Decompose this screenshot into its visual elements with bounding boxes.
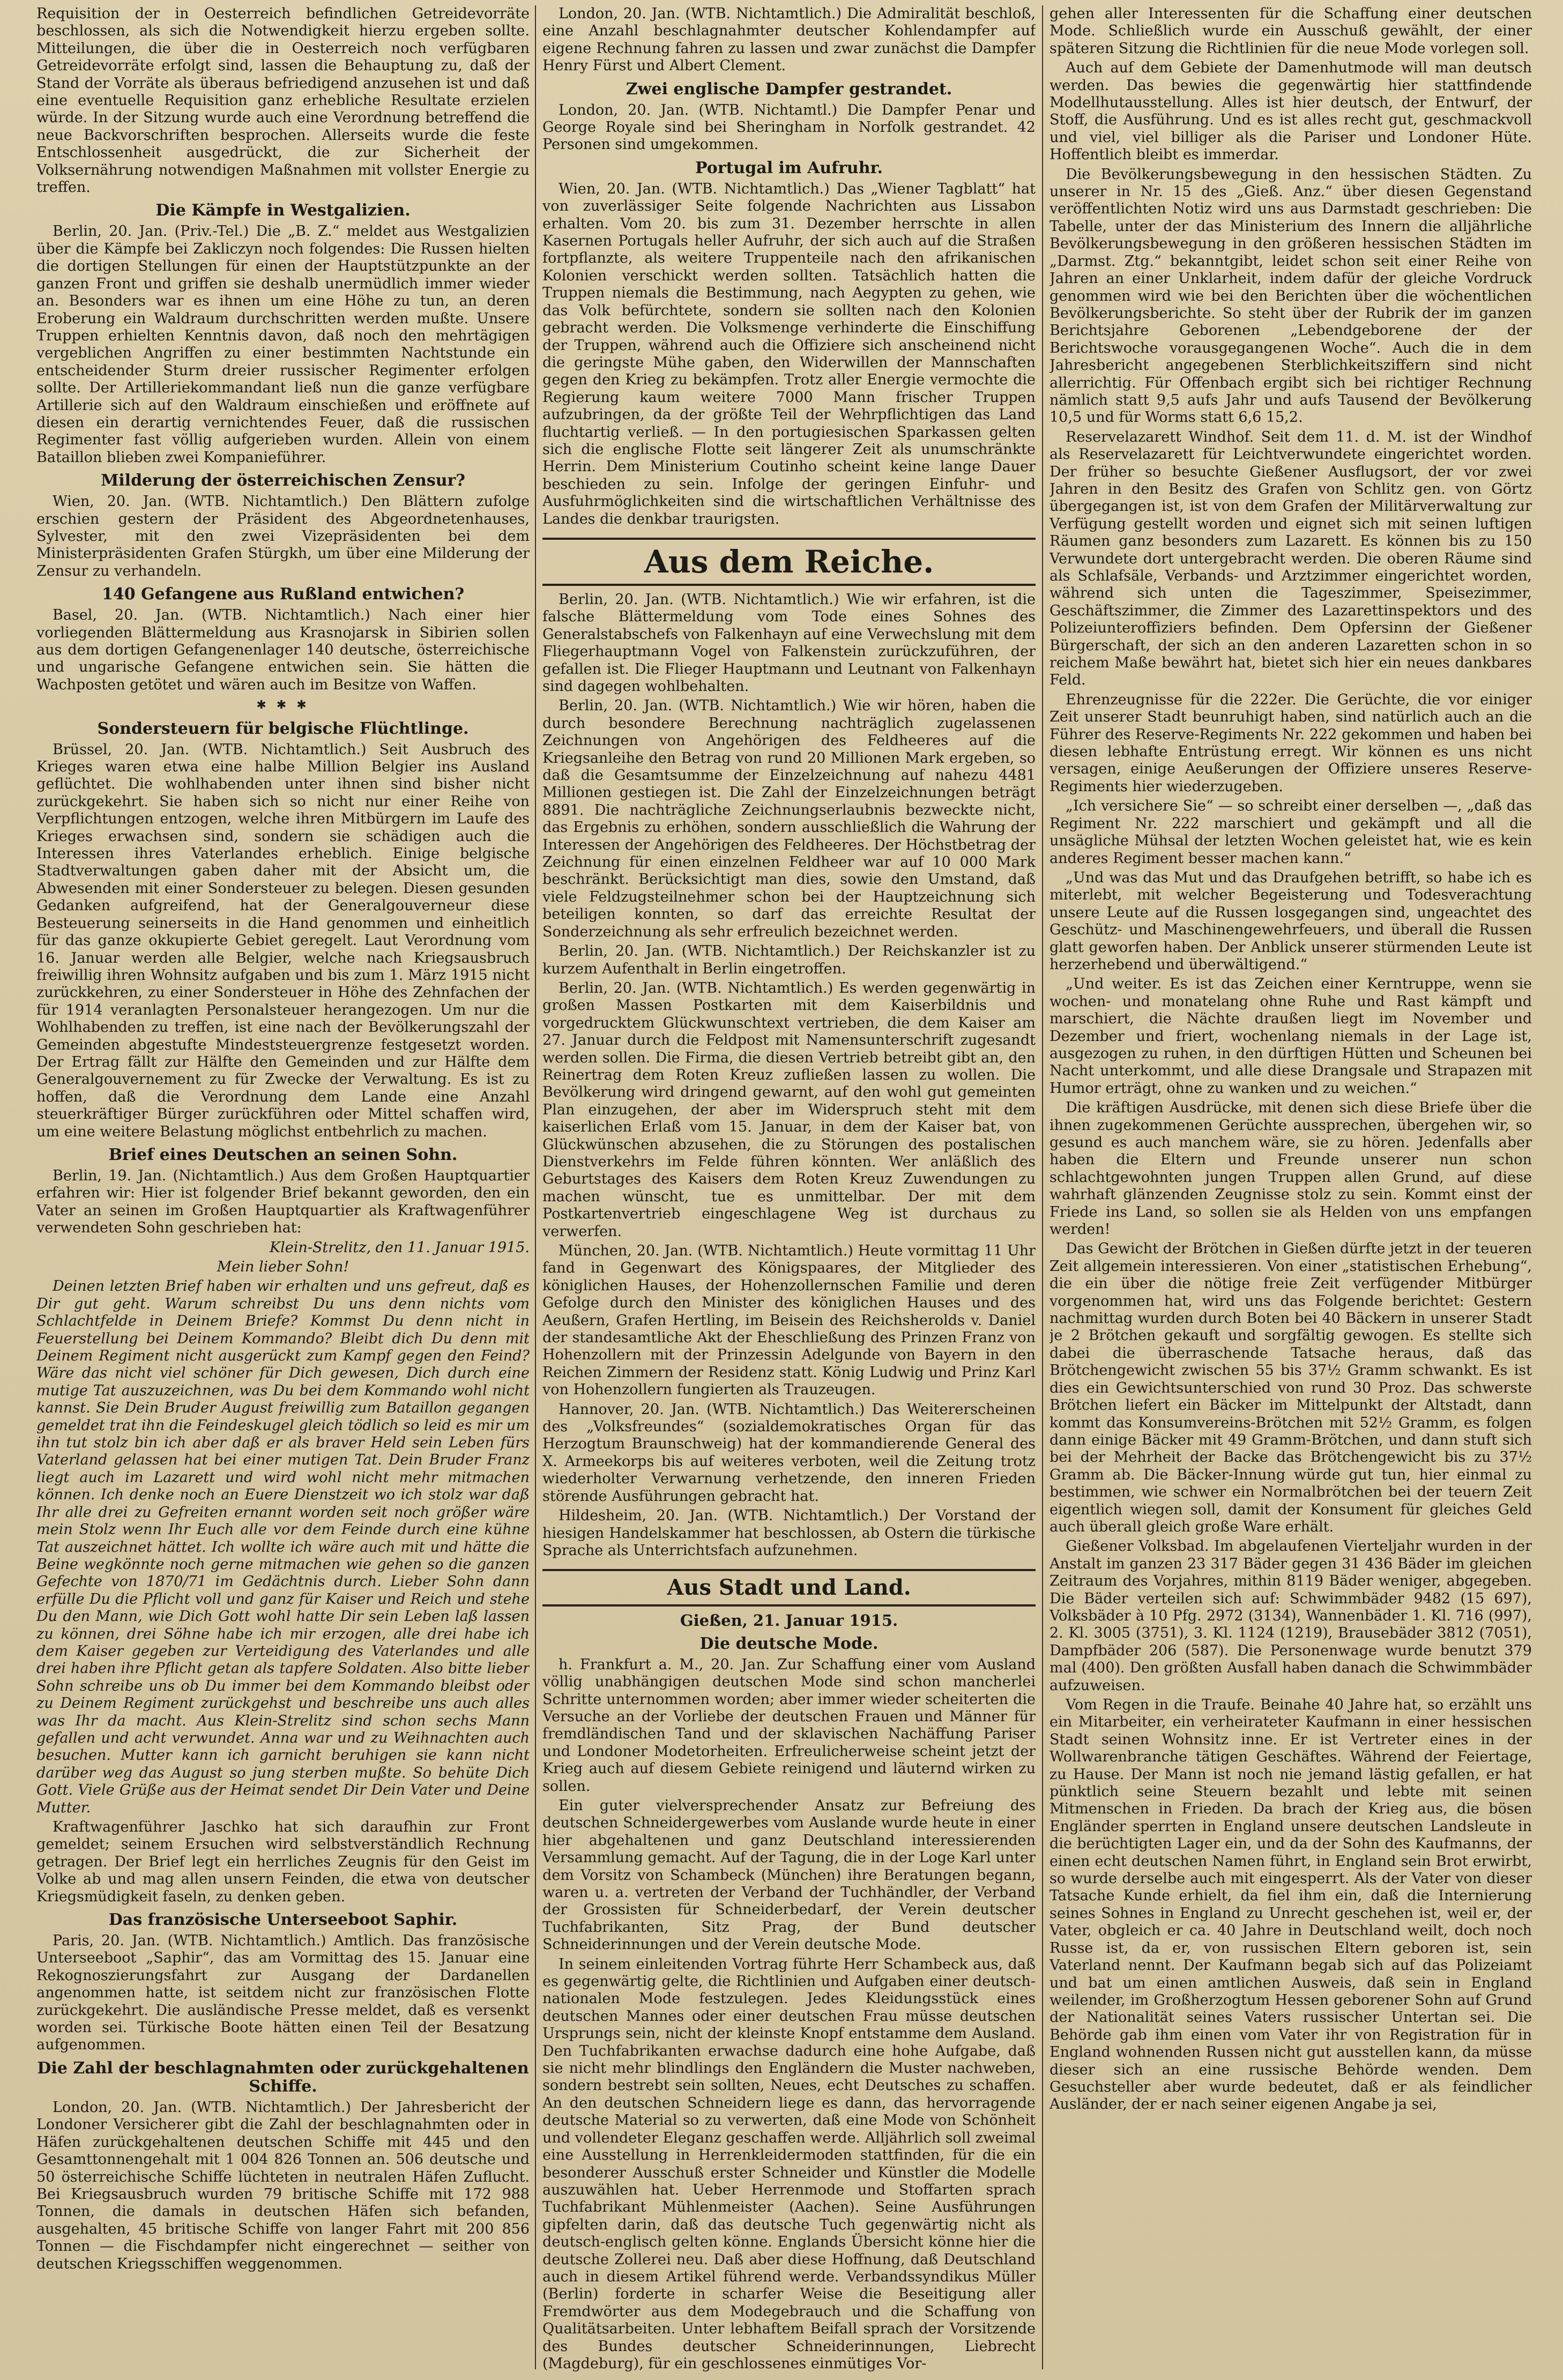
- column-3: [1050, 5, 1532, 2375]
- article-text: Berlin, 20. Jan. (Priv.-Tel.) Die „B. Z.“ meldet aus Westgalizien über die Kämpfe bei Zakliczyn noch folgendes: Die Russen hielten die dortigen Stellungen für einen der Hauptstützpunkte an der ganzen Front und griffen sie deshalb unermüdlich immer wieder an. Besonders war es ihnen um eine Höhe zu tun, an deren Eroberung ein Waldraum durchschritten werden mußte. Unsere Truppen erhielten Kenntnis davon, daß noch den mehrtägigen vergeblichen Angriffen zu einer bestimmten Nachtstunde ein entscheidender Sturm dreier russischer Regimenter erfolgen sollte. Der Artilleriekommandant ließ nun die ganze verfügbare Artillerie sich auf den Waldraum einschießen und eröffnete auf diesen ein derartig vernichtendes Feuer, daß die russischen Regimenter fast völlig aufgerieben wurden. Allein von einem Bataillon blieben zwei Kompanieführer.: [36, 223, 530, 466]
- article-text: Reservelazarett Windhof. Seit dem 11. d. M. ist der Windhof als Reservelazarett für Leichtverwundete eingerichtet worden. Der früher so besuchte Gießener Ausflugsort, der vor zwei Jahren in den Besitz des Grafen von Schlitz gen. von Görtz übergegangen ist, ist von dem Grafen der Militärverwaltung zur Verfügung gestellt worden und eignet sich mit seinen luftigen Räumen ganz besonders zum Lazarett. Es können bis zu 150 Verwundete dort untergebracht werden. Die oberen Räume sind als Schlafsäle, Verbands- und Arztzimmer eingerichtet worden, während sich unten die Tageszimmer, Speisezimmer, Geschäftszimmer, die Zimmer des Lazarettinspektors und des Polizeiunteroffiziers befinden. Dem Opfersinn der Gießener Bürgerschaft, der sich an den anderen Lazaretten schon in so reichem Maße bewährt hat, bietet sich hier ein neues dankbares Feld.: [1050, 428, 1532, 689]
- letter-salutation: Mein lieber Sohn!: [217, 1259, 349, 1275]
- article-text: Kraftwagenführer Jaschko hat sich daraufhin zur Front gemeldet; seinem Ersuchen wird selbstverständlich Rechnung getragen. Der Brief legt ein herrliches Zeugnis für den Geist im Volke ab und mag allen unsern Feinden, die etwa von deutscher Kriegsmüdigkeit faseln, zu denken geben.: [36, 1819, 530, 1905]
- article-text: Vom Regen in die Traufe. Beinahe 40 Jahre hat, so erzählt uns ein Mitarbeiter, ein verheirateter Kaufmann in einer hessischen Stadt seinen Wohnsitz inne. Er ist Vertreter eines in der Wollwarenbranche tätigen Geschäftes. Während der Feiertage, zu Hause. Der Mann ist noch nie jemand lästig gefallen, er hat pünktlich seine Steuern bezahlt und lebte mit seinen Mitmenschen in Frieden. Da brach der Krieg aus, die bösen Engländer sperrten in England unsere deutschen Landsleute in die berüchtigten Lager ein, und da der Sohn des Kaufmanns, der einen echt deutschen Namen führt, in England sein Brot erwirbt, so wurde derselbe auch mit eingesperrt. Als der Vater von dieser Tatsache Kunde erhielt, da fiel ihm ein, daß die Internierung seines Sohnes in England zu Unrecht geschehen ist, weil er, der Vater, obgleich er ca. 40 Jahre in Deutschland weilt, doch noch Russe ist, da er, von russischen Eltern geboren ist, sein Vaterland nennt. Der Kaufmann begab sich auf das Polizeiamt und bat um einen amtlichen Ausweis, daß sein in England weilender, im Großherzogtum Hessen geborener Sohn auf Grund der Nationalität seines Vaters russischer Untertan sei. Die Behörde gab ihm einen vom Vater ihr von Registration für in England wohnenden Russen nicht gut ausstellen kann, da müsse dieser sich an eine russische Behörde wenden. Dem Gesuchsteller aber wurde bedeutet, daß er als feindlicher Ausländer, der er nach seiner eigenen Angabe ja sei,: [1050, 1697, 1532, 2113]
- column-rule: [1042, 5, 1043, 2369]
- article-text: Berlin, 20. Jan. (WTB. Nichtamtlich.) Wie wir erfahren, ist die falsche Blättermeldung vom Tode eines Sohnes des Generalstabschefs von Falkenhayn auf eine Verwechslung mit dem Fliegerhauptmann Vogel von Falkenstein zurückzuführen, der gefallen ist. Die Flieger Hauptmann und Leutnant von Falkenhayn sind dagegen wohlbehalten.: [542, 591, 1036, 695]
- article-text: Berlin, 20. Jan. (WTB. Nichtamtlich.) Der Reichskanzler ist zu kurzem Aufenthalt in Berlin eingetroffen.: [542, 943, 1036, 977]
- headline-kaempfe-westgalizien: Die Kämpfe in Westgalizien.: [155, 201, 411, 220]
- section-banner-stadt-land: [542, 1569, 1036, 1606]
- intro-text: Requisition der in Oesterreich befindlichen Getreidevorräte beschlossen, als sich die Notwendigkeit hierzu ergeben sollte. Mitteilungen, die über die in Oesterreich noch verfügbaren Getreidevorräte erfolgt sind, lassen die Behauptung zu, daß der Stand der Vorräte als überaus befriedigend anzusehen ist und daß eine eventuelle Requisition ganz erhebliche Resultate erzielen würde. In der Sitzung wurde auch eine Verordnung betreffend die neue Backvorschriften besprochen. Allerseits wurde die feste Entschlossenheit ausgedrückt, die zur Sicherheit der Volksernährung notwendigen Maßnahmen mit vollster Energie zu treffen.: [36, 5, 530, 196]
- article-text: London, 20. Jan. (WTB. Nichtamtl.) Die Dampfer Penar und George Royale sind bei Sheringham in Norfolk gestrandet. 42 Personen sind umgekommen.: [542, 101, 1036, 153]
- headline-zensur: Milderung der österreichischen Zensur?: [101, 471, 465, 490]
- letter-body: Deinen letzten Brief haben wir erhalten und uns gefreut, daß es Dir gut geht. Warum schreibst Du uns denn nichts vom Schlachtfelde in Deinem Briefe? Kommst Du denn nicht in Feuerstellung bei Deinem Kommando? Bleibt dich Du denn mit Deinem Regiment nicht ausgerückt zum Kampf gegen den Feind? Wäre das nicht viel schöner für Dich gewesen, Dich durch eine mutige Tat auszuzeichnen, was Du bei dem Kommando wohl nicht kannst. Sie Dein Bruder August freiwillig zum Bataillon gegangen gemeldet trat ihn die Feindeskugel gleich tödlich so leid es mir um ihn tut stolz bin ich aber daß er als braver Held sein Leben fürs Vaterland gelassen hat bei einer mutigen Tat. Dein Bruder Franz liegt auch im Lazarett und wird wohl nicht mehr mitmachen können. Ich denke noch an Euere Dienstzeit wo ich stolz war daß Ihr alle drei zu Gefreiten ernannt worden seit noch größer wäre mein Stolz wenn Ihr Euch alle vor dem Feinde durch eine kühne Tat auszeichnet hättet. Ich wollte ich wäre auch mit und hätte die Beine wegkönnte noch gerne mitmachen wie gehen so die ganzen Gefechte von 1870/71 im Gedächtnis durch. Lieber Sohn dann erfülle Du die Pflicht voll und ganz für Kaiser und Reich und stehe Du den Mann, wie Dich Gott wohl hatte Dir sein Leben laß lassen zu können, drei Söhne habe ich mir erzogen, alle drei habe ich dem Kaiser gegeben zur Verteidigung des Vaterlandes und alle drei haben ihre Pflicht getan als tapfere Soldaten. Also bitte lieber Sohn schreibe uns ob Du immer bei dem Kommando bleibst oder zu Deinem Regiment zurückgehst und beschreibe uns auch alles was Ihr da macht. Aus Klein-Strelitz sind schon sechs Mann gefallen und acht verwundet. Anna war und zu Weihnachten auch besuchen. Mutter kann ich garnicht beruhigen sie kann nicht darüber weg das August so jung sterben mußte. So behüte Dich Gott. Viele Grüße aus der Heimat sendet Dir Dein Vater und Deine Mutter.: [36, 1278, 530, 1816]
- headline-gefangene: 140 Gefangene aus Rußland entwichen?: [101, 585, 465, 604]
- article-text: Berlin, 19. Jan. (Nichtamtlich.) Aus dem Großen Hauptquartier erfahren wir: Hier ist folgender Brief bekannt geworden, den ein Vater an seinen im Großen Hauptquartier als Kraftwagenführer verwendeten Sohn geschrieben hat:: [36, 1167, 530, 1237]
- article-text: Wien, 20. Jan. (WTB. Nichtamtlich.) Das „Wiener Tagblatt“ hat von zuverlässiger Seite folgende Nachrichten aus Lissabon erhalten. Vom 20. bis zum 31. Dezember herrschte in allen Kasernen Portugals heller Aufruhr, der sich auch auf die Straßen fortpflanzte, als weitere Truppenteile nach den afrikanischen Kolonien verschickt werden sollten. Tatsächlich hatten die Truppen niemals die Bestimmung, nach Aegypten zu gehen, wie das Volk befürchtete, sondern sie sollten nach den Kolonien gebracht werden. Die Volksmenge verhinderte die Einschiffung der Truppen, während auch die Offiziere sich anscheinend nicht die geringste Mühe gaben, den Widerwillen der Mannschaften gegen den Krieg zu bekämpfen. Trotz aller Energie vermochte die Regierung kaum weitere 7000 Mann frischer Truppen aufzubringen, da der größte Teil der Wehrpflichtigen das Land fluchtartig verließ. — In den portugiesischen Sparkassen gelten sich die englische Flotte seit längerer Zeit als unumschränkte Herrin. Dem Ministerium Coutinho scheint keine lange Dauer beschieden zu sein. Infolge der geringen Einfuhr- und Ausfuhrmöglichkeiten sind die wirtschaftlichen Verhältnisse des Landes die denkbar traurigsten.: [542, 180, 1036, 527]
- article-text: gehen aller Interessenten für die Schaffung einer deutschen Mode. Schließlich wurde ein Ausschuß gewählt, der einer späteren Sitzung die Richtlinien für die neue Mode vorlegen soll.: [1050, 5, 1532, 57]
- article-text: Hildesheim, 20. Jan. (WTB. Nichtamtlich.) Der Vorstand der hiesigen Handelskammer hat beschlossen, ab Ostern die türkische Sprache als Unterrichtsfach aufzunehmen.: [542, 1507, 1036, 1559]
- letter-place-date: Klein-Strelitz, den 11. Januar 1915.: [269, 1239, 530, 1256]
- article-text: Basel, 20. Jan. (WTB. Nichtamtlich.) Nach einer hier vorliegenden Blättermeldung aus Krasnojarsk in Sibirien sollen aus dem dortigen Gefangenenlager 140 deutsche, österreichische und ungarische Gefangene entwichen sein. Sie hätten die Wachposten getötet und wären auch im Besitze von Waffen.: [36, 607, 530, 693]
- headline-dampfer-gestrandet: Zwei englische Dampfer gestrandet.: [626, 79, 952, 99]
- article-text: Wien, 20. Jan. (WTB. Nichtamtlich.) Den Blättern zufolge erschien gestern der Präsident des Abgeordnetenhauses, Sylvester, mit den zwei Vizepräsidenten bei dem Ministerpräsidenten Grafen Stürgkh, um über eine Milderung der Zensur zu verhandeln.: [36, 493, 530, 579]
- column-rule: [535, 5, 536, 2369]
- section-banner-reich: [542, 538, 1036, 586]
- headline-schiffe: Die Zahl der beschlagnahmten oder zurückgehaltenen Schiffe.: [37, 2058, 529, 2096]
- headline-deutsche-mode: Die deutsche Mode.: [699, 1634, 879, 1653]
- article-text: Berlin, 20. Jan. (WTB. Nichtamtlich.) Wie wir hören, haben die durch besondere Berechnung nachträglich zugelassenen Zeichnungen von Angehörigen des Feldheeres auf die Kriegsanleihe den Betrag von rund 20 Millionen Mark ergeben, so daß die Gesamtsumme der Einzelzeichnung auf nahezu 4481 Millionen gestiegen ist. Die Zahl der Einzelzeichnungen beträgt 8891. Die nachträgliche Zeichnungserlaubnis bezweckte nicht, das Ergebnis zu erhöhen, sondern ausschließlich die Wahrung der Interessen der Angehörigen des Feldheeres. Der Höchstbetrag der Zeichnung für einen einzelnen Feldheer war auf 10 000 Mark beschränkt. Berücksichtigt man dies, sowie den Umstand, daß viele Feldzugsteilnehmer schon bei der Hauptzeichnung sich beteiligen konnten, so darf das erreichte Resultat der Sonderzeichnung als sehr erfreulich bezeichnet werden.: [542, 697, 1036, 940]
- article-text: London, 20. Jan. (WTB. Nichtamtlich.) Die Admiralität beschloß, eine Anzahl beschlagnahmter deutscher Kohlendampfer auf eigene Rechnung fahren zu lassen und zwar zunächst die Dampfer Henry Fürst und Albert Clement.: [542, 5, 1036, 75]
- section-title: Aus dem Reiche.: [644, 543, 934, 580]
- article-text: Brüssel, 20. Jan. (WTB. Nichtamtlich.) Seit Ausbruch des Krieges waren etwa eine halbe Million Belgier ins Ausland geflüchtet. Die wohlhabenden unter ihnen sind bisher nicht zurückgekehrt. Sie haben sich so nicht nur einer Reihe von Verpflichtungen entzogen, welche ihren Mitbürgern im Laufe des Krieges erwachsen sind, sondern sie schädigen auch die Interessen ihres Vaterlandes erheblich. Einige belgische Stadtverwaltungen gaben daher mit der Absicht um, die Abwesenden mit einer Sondersteuer zu belegen. Diesen gesunden Gedanken aufgreifend, hat der Generalgouverneur diese Besteuerung seinerseits in die Hand genommen und einheitlich für das ganze okkupierte Gebiet geregelt. Laut Verordnung vom 16. Januar werden alle Belgier, welche nach Kriegsausbruch freiwillig ihren Wohnsitz aufgaben und bis zum 1. März 1915 nicht zurückkehren, zu einer Sondersteuer in Höhe des Zehnfachen der für 1914 veranlagten Personalsteuer herangezogen. Um nur die Wohlhabenden zu treffen, ist eine nach der Bevölkerungszahl der Gemeinden abgestufte Mindeststeuergrenze festgesetzt worden. Der Ertrag fällt zur Hälfte den Gemeinden und zur Hälfte dem Generalgouvernement zu für Zwecke der Verwaltung. Es ist zu hoffen, daß die Verordnung dem Lande eine Anzahl steuerkräftiger Bürger zurückführen oder Mittel schaffen wird, um eine weitere Belastung möglichst entbehrlich zu machen.: [36, 741, 530, 1140]
- article-text: Ein guter vielversprechender Ansatz zur Befreiung des deutschen Schneidergewerbes vom Auslande wurde heute in einer hier abgehaltenen und ganz Deutschland interessierenden Versammlung gemacht. Auf der Tagung, die in der Loge Karl unter dem Vorsitz von Schambeck (München) ihre Beratungen begann, waren u. a. vertreten der Verband der Tuchhändler, der Verband der Grossisten für Schneiderbedarf, der Verein deutscher Tuchfabrikanten, Sitz Prag, der Bund deutscher Schneiderinnungen und der Verein deutsche Mode.: [542, 1797, 1036, 1953]
- article-text: h. Frankfurt a. M., 20. Jan. Zur Schaffung einer vom Ausland völlig unabhängigen deutschen Mode sind schon mancherlei Schritte unternommen worden; aber immer wieder scheiterten die Versuche an der Vorliebe der deutschen Frauen und Männer für fremdländischen Tand und der sklavischen Nachäffung Pariser und Londoner Modetorheiten. Erfreulicherweise scheint jetzt der Krieg auch auf diesem Gebiete reinigend und läuternd wirken zu sollen.: [542, 1656, 1036, 1795]
- separator-stars: ✱ ✱ ✱: [256, 698, 310, 712]
- headline-brief: Brief eines Deutschen an seinen Sohn.: [108, 1145, 458, 1164]
- dateline: Gießen, 21. Januar 1915.: [680, 1611, 898, 1630]
- article-text: „Und weiter. Es ist das Zeichen einer Kerntruppe, wenn sie wochen- und monatelang ohne Ruhe und Rast kämpft und marschiert, die Nächte draußen liegt im November und Dezember und friert, wochenlang niemals in der Lage ist, ausgezogen zu ruhen, in den dürftigen Hütten und Scheunen bei Nacht unterkommt, und alle diese Drangsale und Strapazen mit Humor erträgt, ohne zu wanken und zu weichen.“: [1050, 976, 1532, 1097]
- article-text: Die kräftigen Ausdrücke, mit denen sich diese Briefe über die ihnen zugekommenen Gerüchte aussprechen, übergehen wir, so gesund es auch manchem wäre, sie zu hören. Jedenfalls aber haben die Eltern und Freunde unserer nun schon schlachtgewohnten jungen Truppen allen Grund, auf diese wahrhaft glänzenden Zeugnisse stolz zu sein. Kommt einst der Friede ins Land, so sollen sie als Helden von uns empfangen werden!: [1050, 1099, 1532, 1238]
- article-text: München, 20. Jan. (WTB. Nichtamtlich.) Heute vormittag 11 Uhr fand in Gegenwart des Königspaares, der Mitglieder des königlichen Hauses, der Hohenzollernschen Familie und deren Gefolge durch den Minister des königlichen Hauses und des Aeußern, Grafen Hertling, im Beisein des Reichsherolds v. Daniel der standesamtliche Akt der Eheschließung des Prinzen Franz von Hohenzollern mit der Prinzessin Adelgunde von Bayern in den Reichen Zimmern der Residenz statt. König Ludwig und Prinz Karl von Hohenzollern fungierten als Trauzeugen.: [542, 1243, 1036, 1399]
- article-text: Ehrenzeugnisse für die 222er. Die Gerüchte, die vor einiger Zeit unserer Stadt beunruhigt haben, sind natürlich auch an die Führer des Reserve-Regiments Nr. 222 gekommen und haben bei diesen lebhafte Entrüstung erregt. Wir können es uns nicht versagen, einige Aeußerungen der Offiziere unseres Reserve-Regiments hier wiederzugeben.: [1050, 691, 1532, 795]
- article-text: Das Gewicht der Brötchen in Gießen dürfte jetzt in der teueren Zeit allgemein interessieren. Von einer „statistischen Erhebung“, die ein über die nötige freie Zeit verfügender Mitbürger vorgenommen hat, wird uns das Folgende berichtet: Gestern nachmittag wurden durch Boten bei 40 Bäckern in unserer Stadt je 2 Brötchen gekauft und sorgfältig gewogen. Es stellte sich dabei die überraschende Tatsache heraus, daß das Brötchengewicht zwischen 55 bis 37½ Gramm schwankt. Es ist dies ein Gewichtsunterschied von rund 30 Proz. Das schwerste Brötchen liefert ein Bäcker im Mittelpunkt der Altstadt, dann kommt das Konsumvereins-Brötchen mit 52½ Gramm, es folgen dann einige Bäcker mit 49 Gramm-Brötchen, und dann stuft sich bei der Mehrheit der Backe das Brötchengewicht bis zu 37½ Gramm ab. Die Bäcker-Innung würde gut tun, hier einmal zu bestimmen, wie schwer ein Normalbrötchen bei der teuern Zeit eigentlich wiegen soll, damit der Konsument für gleiches Geld auch überall gleich große Ware erhält.: [1050, 1240, 1532, 1535]
- article-text: „Und was das Mut und das Draufgehen betrifft, so habe ich es miterlebt, mit welcher Begeisterung und Todesverachtung unsere Leute auf die Russen losgegangen sind, ungeachtet des Geschütz- und Maschinengewehrfeuers, und überall die Russen glatt geworfen haben. Der Anblick unserer stürmenden Leute ist herzerhebend und überwältigend.“: [1050, 869, 1532, 973]
- section-title: Aus Stadt und Land.: [667, 1575, 911, 1601]
- headline-saphir: Das französische Unterseeboot Saphir.: [108, 1910, 458, 1930]
- article-text: Gießener Volksbad. Im abgelaufenen Vierteljahr wurden in der Anstalt im ganzen 23 317 Bäder gegen 31 436 Bäder im gleichen Zeitraum des Vorjahres, mithin 8119 Bäder weniger, abgegeben. Die Bäder verteilen sich auf: Schwimmbäder 9482 (15 697), Volksbäder à 10 Pfg. 2972 (3134), Wannenbäder 1. Kl. 716 (997), 2. Kl. 3005 (3751), 3. Kl. 1124 (1219), Brausebäder 3812 (7051), Dampfbäder 206 (587). Die Personenwage wurde benutzt 379 mal (400). Den größten Ausfall haben danach die Schwimmbäder aufzuweisen.: [1050, 1538, 1532, 1694]
- article-text: Auch auf dem Gebiete der Damenhutmode will man deutsch werden. Das bewies die gegenwärtig hier stattfindende Modellhutausstellung. Alles ist hier deutsch, der Entwurf, der Stoff, die Ausführung. Und es ist alles recht gut, geschmackvoll und viel, viel billiger als die Pariser und Londoner Hüte. Hoffentlich bleibt es immerdar.: [1050, 59, 1532, 163]
- article-text: „Ich versichere Sie“ — so schreibt einer derselben —, „daß das Regiment Nr. 222 marschiert und gekämpft und all die unsägliche Mühsal der letzten Wochen geleistet hat, wie es kein anderes Regiment besser machen kann.“: [1050, 798, 1532, 867]
- article-text: London, 20. Jan. (WTB. Nichtamtlich.) Der Jahresbericht der Londoner Versicherer gibt die Zahl der beschlagnahmten oder in Häfen zurückgehaltenen deutschen Schiffe mit 445 und den Gesamttonnengehalt mit 1 004 826 Tonnen an. 506 deutsche und 50 österreichische Schiffe lüchteten in neutralen Häfen Zuflucht. Bei Kriegsausbruch wurden 79 britische Schiffe mit 172 988 Tonnen, die damals in deutschen Häfen sich befanden, ausgehalten, 45 britische Schiffe von langer Fahrt mit 200 856 Tonnen — die Fischdampfer nicht eingerechnet — seither von deutschen Kriegsschiffen weggenommen.: [36, 2099, 530, 2272]
- article-text: Berlin, 20. Jan. (WTB. Nichtamtlich.) Es werden gegenwärtig in großen Massen Postkarten mit dem Kaiserbildnis und vorgedrucktem Glückwunschtext vertrieben, die dem Kaiser am 27. Januar durch die Feldpost mit Namensunterschrift zugesandt werden sollen. Die Firma, die diesen Vertrieb betreibt gibt an, den Reinertrag dem Roten Kreuz zufließen lassen zu wollen. Die Bevölkerung wird dringend gewarnt, auf den wohl gut gemeinten Plan einzugehen, der aber im Widerspruch steht mit dem kaiserlichen Erlaß vom 15. Januar, in dem der Kaiser bat, von Glückwünschen abzusehen, die zu Störungen des postalischen Dienstverkehrs im Felde führen könnten. Wer anläßlich des Geburtstages des Kaisers dem Roten Kreuz Zuwendungen zu machen wünscht, tue es unmittelbar. Der mit dem Postkartenvertrieb eingeschlagene Weg ist durchaus zu verwerfen.: [542, 979, 1036, 1240]
- article-text: Hannover, 20. Jan. (WTB. Nichtamtlich.) Das Weitererscheinen des „Volksfreundes“ (sozialdemokratisches Organ für das Herzogtum Braunschweig) hat der kommandierende General des X. Armeekorps bis auf weiteres verboten, weil die Zeitung trotz wiederholter Verwarnung verhetzende, den inneren Frieden störende Ausführungen gebracht hat.: [542, 1401, 1036, 1505]
- column-1: [36, 5, 530, 2375]
- article-text: Paris, 20. Jan. (WTB. Nichtamtlich.) Amtlich. Das französische Unterseeboot „Saphir“, das am Vormittag des 15. Januar eine Rekognoszierungsfahrt zur Ausgang der Dardanellen angenommen hatte, ist seitdem nicht zur französischen Flotte zurückgekehrt. Die ausländische Presse meldet, daß es versenkt worden sei. Türkische Boote hätten einen Teil der Besatzung aufgenommen.: [36, 1932, 530, 2054]
- headline-sondersteuern: Sondersteuern für belgische Flüchtlinge.: [97, 719, 469, 738]
- headline-portugal: Portugal im Aufruhr.: [695, 158, 883, 177]
- column-2: [542, 5, 1036, 2375]
- article-text: In seinem einleitenden Vortrag führte Herr Schambeck aus, daß es gegenwärtig gelte, die Richtlinien und Aufgaben einer deutsch-nationalen Mode festzulegen. Jedes Kleidungsstück eines deutschen Mannes oder einer deutschen Frau müsse deutschen Ursprungs sein, nicht der kleinste Knopf entstamme dem Ausland. Den Tuchfabrikanten erwachse dadurch eine hohe Aufgabe, daß sie nicht mehr blindlings den Engländern die Muster nachweben, sondern bestrebt sein sollten, Neues, echt Deutsches zu schaffen. An den deutschen Schneidern liege es dann, das hervorragende deutsche Material so zu verwerten, daß eine Mode von Schönheit und vollendeter Eleganz geschaffen werde. Alljährlich soll zweimal eine Ausstellung in Herrenkleidermoden stattfinden, für die ein besonderer Ausschuß erster Schneider und Künstler die Modelle auszuwählen hat. Ueber Herrenmode und Stoffarten sprach Tuchfabrikant Mühlenmeister (Aachen). Seine Ausführungen gipfelten darin, daß das deutsche Tuch gegenwärtig nicht als deutsch-englisch gelten könne. Englands Übersicht könne hier die deutsche Zollerei neu. Daß aber diese Hoffnung, daß Deutschland auch in diesem Artikel führend werde. Verbandssyndikus Müller (Berlin) forderte in scharfer Weise die Beseitigung aller Fremdwörter aus dem Modegebrauch und die Schaffung von Qualitätsarbeiten. Unter lebhaftem Beifall sprach der Vorsitzende des Bundes deutscher Schneiderinnungen, Liebrecht (Magdeburg), für ein geschlossenes einmütiges Vor-: [542, 1955, 1036, 2372]
- article-text: Die Bevölkerungsbewegung in den hessischen Städten. Zu unserer in Nr. 15 des „Gieß. Anz.“ über diesen Gegenstand veröffentlichten Notiz wird uns aus Darmstadt geschrieben: Die Tabelle, unter der das Ministerium des Innern die alljährliche Bevölkerungsbewegung in den größeren hessischen Städten im „Darmst. Ztg.“ bekanntgibt, leidet schon seit einer Reihe von Jahren an einer Unklarheit, indem dafür der gleiche Vordruck genommen wird wie bei den Berichten über die wöchentlichen Bevölkerungsberichte. So steht über der Rubrik der im ganzen Berichtsjahre Geborenen „Lebendgeborene der der Berichtswoche vorausgegangenen Woche“. Auch die in dem Jahresbericht angegebenen Sterblichkeitsziffern sind nicht allerrichtig. Für Offenbach ergibt sich bei richtiger Rechnung nämlich statt 9,5 aufs Jahr und aufs Tausend der Bevölkerung 10,5 und für Worms statt 6,6 15,2.: [1050, 166, 1532, 426]
